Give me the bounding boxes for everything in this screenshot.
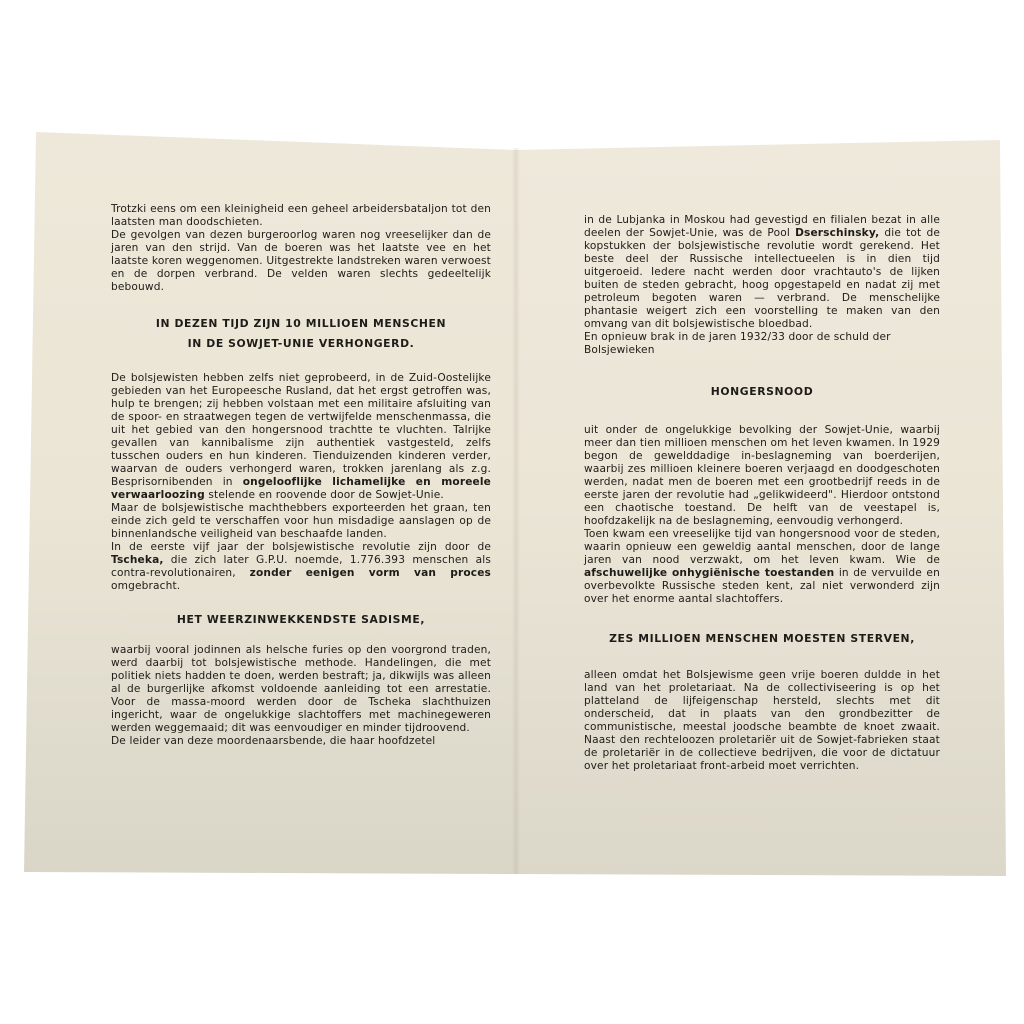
page-spine-fold xyxy=(512,148,520,874)
paragraph: Trotzki eens om een kleinigheid een geheel arbeidersbataljon tot den laatsten man doodschieten. xyxy=(111,203,491,228)
text-run: die zich later G.P.U. noemde, 1.776.393 menschen als contra-revolutionairen, xyxy=(111,554,491,579)
text-run: In de eerste vijf jaar der bolsjewistische revolutie zijn door de xyxy=(111,541,491,553)
bold-text-run: ongelooflijke lichamelijke en moreele verwaarloozing xyxy=(111,476,491,501)
paragraph xyxy=(111,372,491,502)
text-run: omgebracht. xyxy=(111,580,181,592)
paragraph: De leider van deze moordenaarsbende, die haar hoofdzetel xyxy=(111,735,436,747)
text-run: die tot de kopstukken der bolsjewistische revolutie wordt gerekend. Het beste deel der Russische intellectueelen is in dien tijd uitgeroeid. Iedere nacht werden door vrachtauto's de lijken buiten de steden gebracht, hoog opgestapeld en nadat zij met petroleum begoten waren — verbrand. De menschelijke phantasie weigert zich een voorstelling te maken van den omvang van dit bolsjewistische bloedbad. xyxy=(584,227,940,330)
paragraph xyxy=(584,528,940,606)
bold-text-run: zonder eenigen vorm van proces xyxy=(249,567,491,579)
paragraph: waarbij vooral jodinnen als helsche furies op den voorgrond traden, werd daarbij tot bolsjewistische methode. Handelingen, die met politiek niets hadden te doen, werden bestraft; ja, dikwijls was alleen al de burgerlijke afkomst voldoende aanleiding tot een arrestatie. Voor de massa-moord werden door de Tscheka slachthuizen ingericht, waar de ongelukkige slachtoffers met machinegeweren werden weggemaaid; dit was eenvoudiger en minder tijdroovend. xyxy=(111,644,491,734)
heading-line-1: IN DEZEN TIJD ZIJN 10 MILLIOEN MENSCHEN xyxy=(155,317,447,330)
section-heading xyxy=(111,314,491,354)
bold-text-run: Dserschinsky, xyxy=(795,227,880,239)
bold-text-run: Tscheka, xyxy=(111,554,164,566)
right-page-text-column xyxy=(584,214,940,773)
left-page-text-column xyxy=(111,203,491,748)
paragraph xyxy=(584,214,940,331)
text-run: in de Lubjanka in Moskou had gevestigd en filialen bezat in alle deelen der Sowjet-Unie, was de Pool xyxy=(584,214,940,239)
text-run: De bolsjewisten hebben zelfs niet geprobeerd, in de Zuid-Oostelijke gebieden van het Europeesche Rusland, dat het ergst getroffen was, hulp te brengen; zij hebben volstaan met een militaire afsluiting van de spoor- en straatwegen tegen de vertwijfelde menschenmassa, die uit het gebied van den hongersnood trachtte te vluchten. Talrijke gevallen van kannibalisme zijn authentiek vastgesteld, zelfs tusschen ouders en hun kinderen. Tienduizenden kinderen verder, waarvan de ouders verhongerd waren, trokken jarenlang als z.g. Besprisornibenden in xyxy=(111,372,491,488)
text-run: Toen kwam een vreeselijke tijd van hongersnood voor de steden, waarin opnieuw een geweldig aantal menschen, door de lange jaren van nood verzwakt, om het leven kwam. Wie de xyxy=(584,528,940,566)
heading-line-2: IN DE SOWJET-UNIE VERHONGERD. xyxy=(187,337,415,350)
section-heading: HONGERSNOOD xyxy=(710,385,814,398)
paragraph: uit onder de ongelukkige bevolking der Sowjet-Unie, waarbij meer dan tien millioen menschen om het leven kwamen. In 1929 begon de gewelddadige in-beslagneming van boerderijen, waarbij zes millioen kleinere boeren verjaagd en doodgeschoten werden, nadat men de boeren met een grootbedrijf reeds in de eerste jaren der revolutie had „gelikwideerd". Hierdoor ontstond een chaotische toestand. De helft van de veestapel is, hoofdzakelijk na de beslagneming, eenvoudig verhongerd. xyxy=(584,424,940,527)
section-heading: ZES MILLIOEN MENSCHEN MOESTEN STERVEN, xyxy=(609,632,915,645)
text-run: in de vervuilde en overbevolkte Russische steden kent, zal niet verwonderd zijn over het enorme aantal slachtoffers. xyxy=(584,567,940,605)
bold-text-run: afschuwelijke onhygiënische toestanden xyxy=(584,567,835,579)
paragraph xyxy=(111,541,491,593)
section-heading: HET WEERZINWEKKENDSTE SADISME, xyxy=(176,613,426,626)
paragraph: De gevolgen van dezen burgeroorlog waren nog vreeselijker dan de jaren van den strijd. Van de boeren was het laatste vee en het laatste koren weggenomen. Uitgestrekte landstreken waren verwoest en de dorpen verbrand. De velden waren slechts gedeeltelijk bebouwd. xyxy=(111,229,491,293)
paragraph: Maar de bolsjewistische machthebbers exporteerden het graan, ten einde zich geld te verschaffen voor hun misdadige aanslagen op de binnenlandsche veiligheid van beschaafde landen. xyxy=(111,502,491,540)
paragraph: En opnieuw brak in de jaren 1932/33 door de schuld der Bolsjewieken xyxy=(584,331,891,356)
text-run: stelende en roovende door de Sowjet-Unie. xyxy=(208,489,444,501)
paragraph: alleen omdat het Bolsjewisme geen vrije boeren duldde in het land van het proletariaat. Na de collectiviseering is op het platteland de lijfeigenschap hersteld, slechts met dit onderscheid, dat in plaats van den grondbezitter de communistische, meestal joodsche beambte de knoet zwaait. Naast den rechteloozen proletariër uit de Sowjet-fabrieken staat de proletariër in de collectieve bedrijven, die voor de dictatuur over het proletariaat front-arbeid moet verrichten. xyxy=(584,669,940,772)
